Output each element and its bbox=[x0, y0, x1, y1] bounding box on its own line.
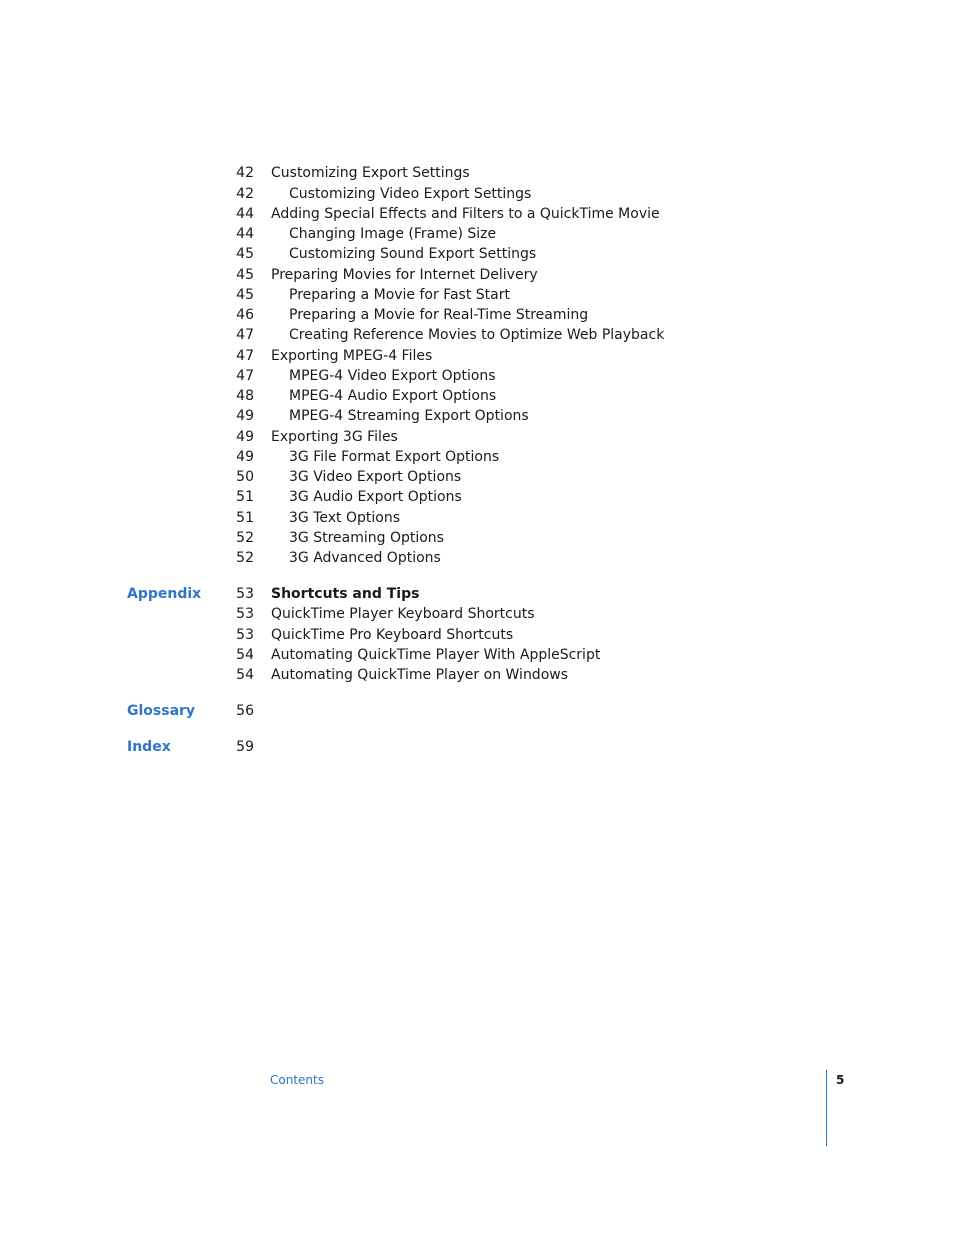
toc-subentry[interactable] bbox=[0, 285, 954, 305]
toc-entry[interactable] bbox=[0, 604, 954, 624]
toc-subentry[interactable] bbox=[0, 366, 954, 386]
entry-title[interactable]: Exporting MPEG-4 Files bbox=[271, 348, 433, 364]
toc-entry[interactable] bbox=[0, 665, 954, 685]
appendix-label[interactable]: Appendix bbox=[127, 586, 202, 602]
toc-entry[interactable] bbox=[0, 427, 954, 447]
footer-page-number: 5 bbox=[836, 1073, 845, 1087]
page-number: 45 bbox=[236, 246, 254, 262]
page-number: 53 bbox=[236, 606, 254, 622]
entry-title[interactable]: Automating QuickTime Player With AppleScript bbox=[271, 647, 601, 663]
page-number: 53 bbox=[236, 627, 254, 643]
page-number: 59 bbox=[236, 739, 254, 755]
page-number: 54 bbox=[236, 647, 254, 663]
page-number: 42 bbox=[236, 186, 254, 202]
page-number: 49 bbox=[236, 408, 254, 424]
page-number: 45 bbox=[236, 287, 254, 303]
entry-title[interactable]: Preparing a Movie for Fast Start bbox=[289, 287, 510, 303]
toc-subentry[interactable] bbox=[0, 447, 954, 467]
toc-subentry[interactable] bbox=[0, 184, 954, 204]
toc-subentry[interactable] bbox=[0, 487, 954, 507]
page-number: 51 bbox=[236, 489, 254, 505]
entry-title[interactable]: MPEG-4 Video Export Options bbox=[289, 368, 496, 384]
page-number: 52 bbox=[236, 550, 254, 566]
appendix-title[interactable]: Shortcuts and Tips bbox=[271, 586, 420, 602]
page-number: 49 bbox=[236, 449, 254, 465]
entry-title[interactable]: Changing Image (Frame) Size bbox=[289, 226, 497, 242]
entry-title[interactable]: Exporting 3G Files bbox=[271, 429, 398, 445]
page-number: 56 bbox=[236, 703, 254, 719]
toc-entry[interactable] bbox=[0, 204, 954, 224]
toc-subentry[interactable] bbox=[0, 406, 954, 426]
entry-title[interactable]: 3G Advanced Options bbox=[289, 550, 441, 566]
page-number: 48 bbox=[236, 388, 254, 404]
entry-title[interactable]: QuickTime Player Keyboard Shortcuts bbox=[271, 606, 535, 622]
entry-title[interactable]: 3G Streaming Options bbox=[289, 530, 444, 546]
toc-subentry[interactable] bbox=[0, 508, 954, 528]
entry-title[interactable]: 3G Audio Export Options bbox=[289, 489, 462, 505]
glossary-label[interactable]: Glossary bbox=[127, 703, 196, 719]
toc-subentry[interactable] bbox=[0, 224, 954, 244]
entry-title[interactable]: Preparing a Movie for Real-Time Streaming bbox=[289, 307, 589, 323]
entry-title[interactable]: 3G Video Export Options bbox=[289, 469, 462, 485]
toc-subentry[interactable] bbox=[0, 528, 954, 548]
footer-section-label: Contents bbox=[270, 1073, 324, 1087]
page-number: 47 bbox=[236, 368, 254, 384]
toc-entry[interactable] bbox=[0, 625, 954, 645]
entry-title[interactable]: Customizing Video Export Settings bbox=[289, 186, 532, 202]
glossary-heading[interactable] bbox=[0, 701, 954, 721]
page-number: 45 bbox=[236, 267, 254, 283]
toc-entry[interactable] bbox=[0, 645, 954, 665]
page-number: 51 bbox=[236, 510, 254, 526]
toc-subentry[interactable] bbox=[0, 305, 954, 325]
appendix-heading[interactable] bbox=[0, 584, 954, 604]
entry-title[interactable]: MPEG-4 Audio Export Options bbox=[289, 388, 497, 404]
entry-title[interactable]: Customizing Export Settings bbox=[271, 165, 470, 181]
page-number: 50 bbox=[236, 469, 254, 485]
entry-title[interactable]: Customizing Sound Export Settings bbox=[289, 246, 537, 262]
toc-entry[interactable] bbox=[0, 163, 954, 183]
entry-title[interactable]: Creating Reference Movies to Optimize Web Playback bbox=[289, 327, 665, 343]
index-heading[interactable] bbox=[0, 737, 954, 757]
entry-title[interactable]: Preparing Movies for Internet Delivery bbox=[271, 267, 538, 283]
toc-entry[interactable] bbox=[0, 346, 954, 366]
page-number: 44 bbox=[236, 226, 254, 242]
page-number: 54 bbox=[236, 667, 254, 683]
page-number: 44 bbox=[236, 206, 254, 222]
entry-title[interactable]: Automating QuickTime Player on Windows bbox=[271, 667, 569, 683]
toc-subentry[interactable] bbox=[0, 244, 954, 264]
entry-title[interactable]: MPEG-4 Streaming Export Options bbox=[289, 408, 529, 424]
page-number: 46 bbox=[236, 307, 254, 323]
entry-title[interactable]: QuickTime Pro Keyboard Shortcuts bbox=[271, 627, 514, 643]
page-number: 47 bbox=[236, 327, 254, 343]
page-number: 47 bbox=[236, 348, 254, 364]
entry-title[interactable]: Adding Special Effects and Filters to a QuickTime Movie bbox=[271, 206, 660, 222]
page-number: 49 bbox=[236, 429, 254, 445]
toc-entry[interactable] bbox=[0, 265, 954, 285]
entry-title[interactable]: 3G File Format Export Options bbox=[289, 449, 500, 465]
entry-title[interactable]: 3G Text Options bbox=[289, 510, 400, 526]
toc-subentry[interactable] bbox=[0, 548, 954, 568]
index-label[interactable]: Index bbox=[127, 739, 171, 755]
toc-subentry[interactable] bbox=[0, 325, 954, 345]
toc-subentry[interactable] bbox=[0, 386, 954, 406]
page-number: 42 bbox=[236, 165, 254, 181]
toc-subentry[interactable] bbox=[0, 467, 954, 487]
page-number: 53 bbox=[236, 586, 254, 602]
page-number: 52 bbox=[236, 530, 254, 546]
footer-divider bbox=[826, 1070, 827, 1146]
